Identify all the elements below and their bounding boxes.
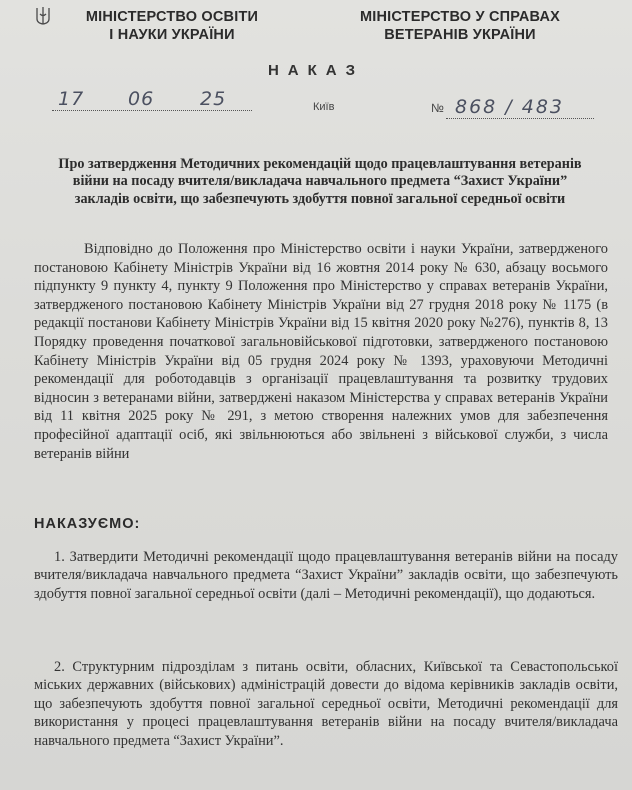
trident-emblem-icon bbox=[34, 6, 52, 26]
order-preamble: Відповідно до Положення про Міністерство освіти і науки України, затвердженого постановою Кабінету Міністрів України від 16 жовтня 2014 року № 630, абзацу восьмого підпункту 9 пункту 4, пункту 9 Положення про Міністерство у справах ветеранів України, затвердженого постановою Кабінету Міністрів України від 27 грудня 2018 року № 1175 (в редакції постанови Кабінету Міністрів України від 15 квітня 2020 року №276), пунктів 8, 13 Порядку проведення початкової загальновійськової підготовки, затвердженого постановою Кабінету Міністрів України від 05 грудня 2024 року № 1393, ураховуючи Методичні рекомендації для роботодавців з організації працевлаштування та розвитку трудових відносин з ветеранами війни, затверджені наказом Міністерства у справах ветеранів України від 11 квітня 2025 року № 291, з метою створення належних умов для забезпечення професійної адаптації осіб, які звільнюються або звільнені з військової служби, з числа ветеранів війни bbox=[34, 241, 608, 462]
orders-heading: НАКАЗУЄМО: bbox=[34, 516, 141, 532]
ministry-veterans-title: МІНІСТЕРСТВО У СПРАВАХ ВЕТЕРАНІВ УКРАЇНИ bbox=[359, 9, 561, 43]
order-subject: Про затвердження Методичних рекомендацій щодо працевлаштування ветеранів війни на посаду вчителя/викладача навчального предмета “Захист України” закладів освіти, що забезпечують здобуття повної загальної середньої освіти bbox=[58, 156, 582, 207]
ministry-education-title: МІНІСТЕРСТВО ОСВІТИ І НАУКИ УКРАЇНИ bbox=[85, 9, 259, 43]
number-sign: № bbox=[431, 101, 444, 115]
city-label: Київ bbox=[313, 101, 335, 113]
order-number-handwritten: 868 / 483 bbox=[455, 96, 565, 118]
order-item-2: 2. Структурним підрозділам з питань освіти, обласних, Київської та Севастопольської міських державних (військових) адміністрацій довести до відома керівників закладів освіти, що забезпечують здобуття повної загальної середньої освіти, Методичні рекомендації для використання у процесі працевлаштування ветеранів війни на посаду вчителя/викладача навчального предмета “Захист України”. bbox=[34, 659, 618, 749]
date-year-handwritten: 25 bbox=[200, 88, 227, 110]
date-day-handwritten: 17 bbox=[58, 88, 85, 110]
order-item-1: 1. Затвердити Методичні рекомендації щодо працевлаштування ветеранів війни на посаду вчителя/викладача навчального предмета “Захист України” закладів освіти, що забезпечують здобуття повної загальної середньої освіти (далі – Методичні рекомендації), що додаються. bbox=[34, 549, 618, 602]
date-month-handwritten: 06 bbox=[128, 88, 155, 110]
document-type-title: НАКАЗ bbox=[267, 62, 365, 79]
